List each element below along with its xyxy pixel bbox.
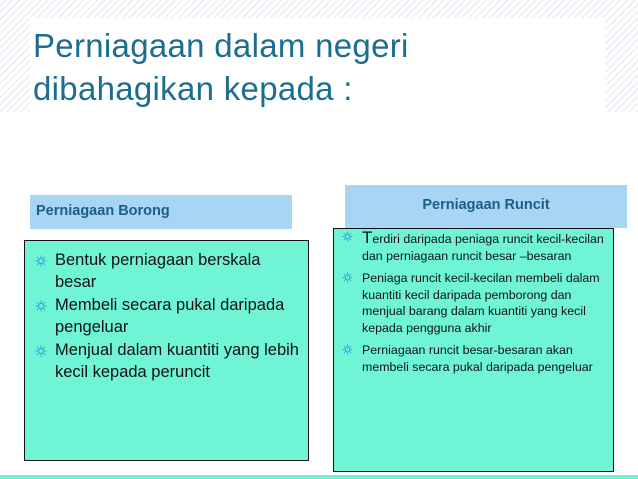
runcit-content-box: [333, 228, 614, 472]
borong-list: [33, 250, 300, 383]
list-item: [340, 342, 607, 375]
bottom-accent-bar: [0, 475, 638, 479]
sun-bullet-icon: [342, 231, 353, 242]
list-item-initial: T: [362, 228, 373, 247]
list-item: [340, 270, 607, 336]
list-item-text: Membeli secara pukal daripada pengeluar: [55, 296, 285, 336]
header-perniagaan-borong: Perniagaan Borong: [30, 195, 292, 229]
sun-bullet-icon: [35, 345, 47, 357]
sun-bullet-icon: [342, 272, 353, 283]
list-item-text: Menjual dalam kuantiti yang lebih kecil kepada peruncit: [55, 341, 299, 381]
sun-bullet-icon: [35, 255, 47, 267]
list-item-text: Bentuk perniagaan berskala besar: [55, 251, 261, 291]
title-line-2: dibahagikan kepada :: [33, 70, 353, 107]
title-line-1: Perniagaan dalam negeri: [33, 27, 409, 64]
slide-title: [33, 24, 593, 110]
list-item: [33, 340, 300, 383]
sun-bullet-icon: [35, 300, 47, 312]
list-item-text: erdiri daripada peniaga runcit kecil-kecilan dan perniagaan runcit besar –besaran: [362, 232, 604, 263]
header-perniagaan-runcit: Perniagaan Runcit: [345, 185, 627, 228]
sun-bullet-icon: [342, 344, 353, 355]
list-item: [33, 250, 300, 293]
list-item: [340, 229, 607, 264]
list-item: [33, 295, 300, 338]
list-item-text: Perniagaan runcit besar-besaran akan membeli secara pukal daripada pengeluar: [362, 343, 593, 374]
borong-content-box: [24, 240, 309, 461]
runcit-list: [340, 229, 607, 375]
list-item-text: Peniaga runcit kecil-kecilan membeli dalam kuantiti kecil daripada pemborong dan menjual barang dalam kuantiti yang kecil kepada pengguna akhir: [362, 271, 600, 335]
